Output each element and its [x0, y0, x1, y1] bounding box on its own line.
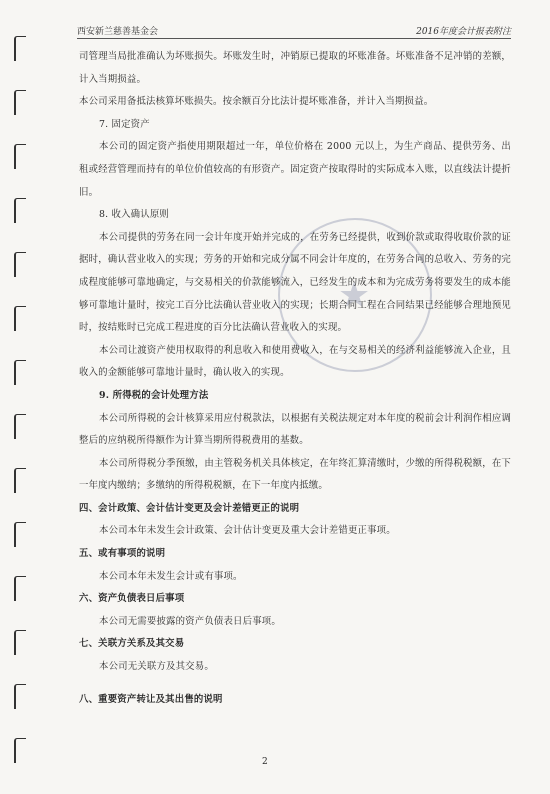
binding-hole [14, 414, 26, 439]
section-heading: 四、会计政策、会计估计变更及会计差错更正的说明 [79, 502, 300, 514]
page-header [77, 24, 511, 39]
paragraph: 本公司本年未发生会计或有事项。 [99, 570, 243, 582]
section-heading: 八、重要资产转让及其出售的说明 [79, 693, 223, 705]
binding-hole [14, 144, 26, 169]
header-title: 2016年度会计报表附注 [416, 27, 511, 37]
binding-hole [14, 630, 26, 655]
binding-hole [14, 468, 26, 493]
paragraph: 本公司让渡资产使用权取得的利息收入和使用费收入，在与交易相关的经济利益能够流入企业，且收入的金额能够可靠地计量时，确认收入的实现。 [79, 344, 511, 379]
binding-hole [14, 738, 26, 763]
paragraph: 本公司本年未发生会计政策、会计估计变更及重大会计差错更正事项。 [99, 525, 396, 537]
page-number: 2 [262, 757, 268, 767]
section-heading: 8. 收入确认原则 [99, 209, 169, 221]
binding-hole [14, 90, 26, 115]
section-heading: 7. 固定资产 [99, 118, 150, 130]
section-heading: 七、关联方关系及其交易 [79, 638, 185, 650]
binding-hole [14, 306, 26, 331]
header-org: 西安新兰慈善基金会 [77, 27, 159, 37]
section-heading: 六、资产负债表日后事项 [79, 593, 185, 605]
section-heading: 9. 所得税的会计处理方法 [99, 389, 209, 401]
binding-hole [14, 36, 26, 61]
binding-hole [14, 360, 26, 385]
paragraph: 本公司所得税分季预缴，由主管税务机关具体核定，在年终汇算清缴时，少缴的所得税税额，在下一年度内缴纳；多缴纳的所得税税额，在下一年度内抵缴。 [79, 457, 511, 492]
binding-hole [14, 252, 26, 277]
binding-hole [14, 522, 26, 547]
paragraph: 司管理当局批准确认为坏账损失。坏账发生时，冲销原已提取的坏账准备。坏账准备不足冲销的差额，计入当期损益。 [79, 51, 511, 85]
paragraph: 本公司所得税的会计核算采用应付税款法，以根据有关税法规定对本年度的税前会计利润作相应调整后的应纳税所得额作为计算当期所得税费用的基数。 [79, 412, 511, 447]
binding-hole [14, 576, 26, 601]
binding-hole [14, 198, 26, 223]
paragraph: 本公司的固定资产指使用期限超过一年，单位价格在 2000 元以上，为生产商品、提供劳务、出租或经营管理而持有的单位价值较高的有形资产。固定资产按取得时的实际成本入账，以直线法计提折旧。 [79, 141, 511, 198]
paragraph: 本公司无需要披露的资产负债表日后事项。 [99, 615, 281, 627]
binding-margin [0, 0, 40, 794]
paragraph: 本公司提供的劳务在同一会计年度开始并完成的，在劳务已经提供，收到价款或取得收取价款的证据时，确认营业收入的实现；劳务的开始和完成分属不同会计年度的，在劳务合同的总收入、劳务的完成程度能够可靠地确定，与交易相关的价款能够流入，已经发生的成本和为完成劳务将要发生的成本能够可靠地计量时，按完工百分比法确认营业收入的实现；长期合同工程在合同结果已经能够合理地预见时，按结账时已完成工程进度的百分比法确认营业收入的实现。 [79, 231, 511, 334]
binding-hole [14, 684, 26, 709]
paragraph: 本公司无关联方及其交易。 [99, 661, 214, 673]
paragraph: 本公司采用备抵法核算坏账损失。按余额百分比法计提坏账准备，并计入当期损益。 [79, 96, 434, 108]
document-body [79, 46, 511, 711]
section-heading: 五、或有事项的说明 [79, 548, 166, 560]
seal-star-icon: ★ [338, 275, 371, 316]
